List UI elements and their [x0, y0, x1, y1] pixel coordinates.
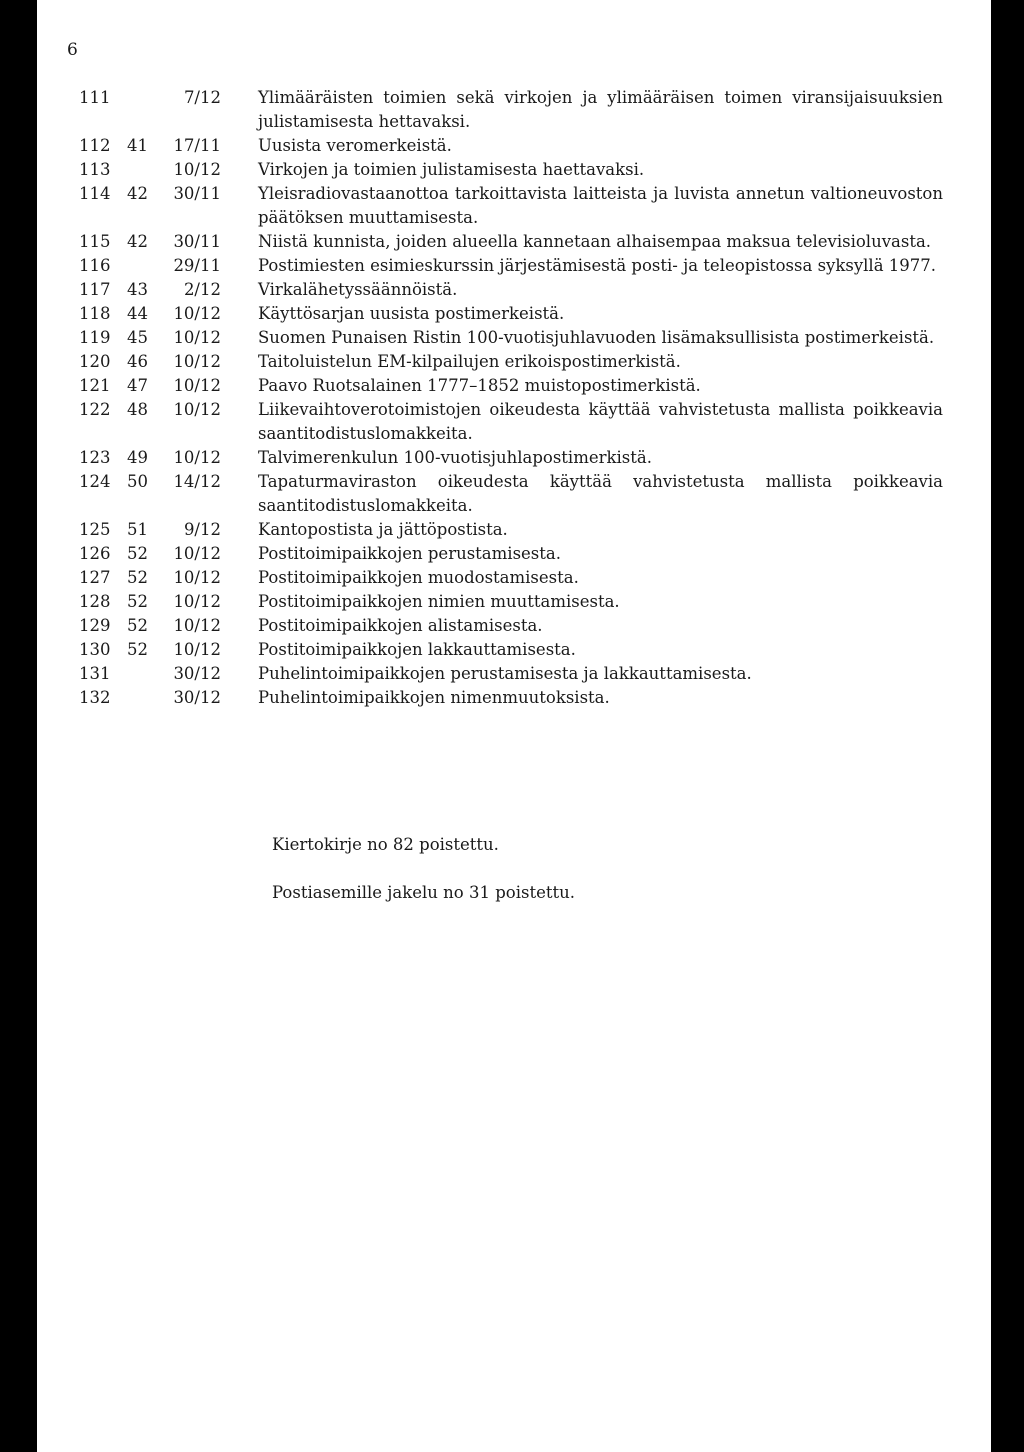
entry-number: 131 [79, 664, 111, 683]
entry-subnumber: 43 [127, 280, 148, 299]
entry-number: 119 [79, 328, 111, 347]
entry-title: Käyttösarjan uusista postimerkeistä. [258, 304, 565, 323]
entry-date: 10/12 [173, 568, 221, 587]
entry-date: 29/11 [173, 256, 221, 275]
list-item [37, 638, 991, 662]
entry-date: 30/11 [173, 232, 221, 251]
entry-title: Puhelintoimipaikkojen nimenmuutoksista. [258, 688, 610, 707]
list-item [37, 278, 991, 302]
entry-number: 121 [79, 376, 111, 395]
entry-date: 10/12 [173, 376, 221, 395]
page-number: 6 [67, 40, 78, 60]
list-item [37, 230, 991, 254]
entry-title: Postitoimipaikkojen alistamisesta. [258, 616, 543, 635]
entry-title: Kantopostista ja jättöpostista. [258, 520, 508, 539]
entry-number: 117 [79, 280, 111, 299]
list-item [37, 566, 991, 590]
entry-subnumber: 42 [127, 184, 148, 203]
entry-subnumber: 51 [127, 520, 148, 539]
entry-date: 30/12 [173, 688, 221, 707]
list-item [37, 302, 991, 326]
removed-distribution-note: Postiasemille jakelu no 31 poistettu. [272, 883, 575, 902]
entry-date: 10/12 [173, 328, 221, 347]
list-item [37, 350, 991, 374]
entry-date: 10/12 [173, 448, 221, 467]
entry-subnumber: 52 [127, 592, 148, 611]
entry-title: Postitoimipaikkojen perustamisesta. [258, 544, 561, 563]
entry-subnumber: 48 [127, 400, 148, 419]
entry-number: 127 [79, 568, 111, 587]
entry-subnumber: 49 [127, 448, 148, 467]
entry-subnumber: 52 [127, 640, 148, 659]
circular-list [37, 86, 991, 710]
list-item [37, 614, 991, 638]
entry-title: Yleisradiovastaanottoa tarkoittavista laitteista ja luvista annetun valtioneuvoston päätöksen muuttamisesta. [258, 184, 943, 227]
entry-date: 2/12 [183, 280, 221, 299]
entry-number: 111 [79, 88, 111, 107]
list-item [37, 134, 991, 158]
entry-title: Postimiesten esimieskurssin järjestämisestä posti- ja teleopistossa syksyllä 1977. [258, 256, 937, 275]
list-item [37, 374, 991, 398]
entry-title: Virkalähetyssäännöistä. [258, 280, 458, 299]
entry-number: 129 [79, 616, 111, 635]
entry-number: 120 [79, 352, 111, 371]
entry-date: 10/12 [173, 616, 221, 635]
entry-date: 10/12 [173, 304, 221, 323]
removal-notes [272, 833, 575, 929]
list-item [37, 518, 991, 542]
list-item [37, 398, 991, 446]
entry-title: Postitoimipaikkojen nimien muuttamisesta. [258, 592, 620, 611]
entry-number: 114 [79, 184, 111, 203]
list-item [37, 326, 991, 350]
entry-subnumber: 52 [127, 616, 148, 635]
entry-date: 14/12 [173, 472, 221, 491]
entry-number: 132 [79, 688, 111, 707]
entry-number: 130 [79, 640, 111, 659]
entry-date: 9/12 [183, 520, 221, 539]
entry-title: Postitoimipaikkojen muodostamisesta. [258, 568, 579, 587]
entry-title: Puhelintoimipaikkojen perustamisesta ja lakkauttamisesta. [258, 664, 752, 683]
entry-date: 7/12 [183, 88, 221, 107]
list-item [37, 590, 991, 614]
entry-date: 10/12 [173, 640, 221, 659]
entry-title: Niistä kunnista, joiden alueella kannetaan alhaisempaa maksua televisioluvasta. [258, 232, 932, 251]
entry-date: 10/12 [173, 352, 221, 371]
entry-number: 125 [79, 520, 111, 539]
list-item [37, 686, 991, 710]
entry-date: 10/12 [173, 400, 221, 419]
list-item [37, 158, 991, 182]
entry-date: 17/11 [173, 136, 221, 155]
entry-subnumber: 52 [127, 568, 148, 587]
entry-number: 115 [79, 232, 111, 251]
entry-date: 30/12 [173, 664, 221, 683]
entry-subnumber: 52 [127, 544, 148, 563]
entry-title: Uusista veromerkeistä. [258, 136, 452, 155]
entry-number: 126 [79, 544, 111, 563]
removed-circular-note: Kiertokirje no 82 poistettu. [272, 835, 499, 854]
entry-number: 122 [79, 400, 111, 419]
entry-number: 116 [79, 256, 111, 275]
entry-title: Tapaturmaviraston oikeudesta käyttää vahvistetusta mallista poikkeavia saantitodistuslomakkeita. [258, 472, 943, 515]
entry-title: Ylimääräisten toimien sekä virkojen ja ylimääräisen toimen viransijaisuuksien julistamisesta hettavaksi. [258, 88, 943, 131]
entry-title: Talvimerenkulun 100-vuotisjuhlapostimerkistä. [258, 448, 652, 467]
entry-subnumber: 45 [127, 328, 148, 347]
list-item [37, 446, 991, 470]
entry-date: 10/12 [173, 160, 221, 179]
entry-number: 113 [79, 160, 111, 179]
entry-title: Paavo Ruotsalainen 1777–1852 muistopostimerkistä. [258, 376, 701, 395]
list-item [37, 470, 991, 518]
document-page [37, 0, 991, 1452]
entry-subnumber: 44 [127, 304, 148, 323]
list-item [37, 182, 991, 230]
entry-number: 112 [79, 136, 111, 155]
entry-subnumber: 41 [127, 136, 148, 155]
entry-subnumber: 46 [127, 352, 148, 371]
entry-date: 10/12 [173, 592, 221, 611]
entry-title: Virkojen ja toimien julistamisesta haettavaksi. [258, 160, 645, 179]
entry-subnumber: 42 [127, 232, 148, 251]
list-item [37, 542, 991, 566]
entry-title: Postitoimipaikkojen lakkauttamisesta. [258, 640, 576, 659]
entry-title: Taitoluistelun EM-kilpailujen erikoispostimerkistä. [258, 352, 681, 371]
list-item [37, 86, 991, 134]
entry-number: 118 [79, 304, 111, 323]
entry-subnumber: 47 [127, 376, 148, 395]
entry-date: 10/12 [173, 544, 221, 563]
entry-title: Liikevaihtoverotoimistojen oikeudesta käyttää vahvistetusta mallista poikkeavia saantitodistuslomakkeita. [258, 400, 943, 443]
entry-number: 123 [79, 448, 111, 467]
list-item [37, 254, 991, 278]
list-item [37, 662, 991, 686]
entry-number: 124 [79, 472, 111, 491]
entry-date: 30/11 [173, 184, 221, 203]
entry-number: 128 [79, 592, 111, 611]
entry-title: Suomen Punaisen Ristin 100-vuotisjuhlavuoden lisämaksullisista postimerkeistä. [258, 328, 935, 347]
entry-subnumber: 50 [127, 472, 148, 491]
